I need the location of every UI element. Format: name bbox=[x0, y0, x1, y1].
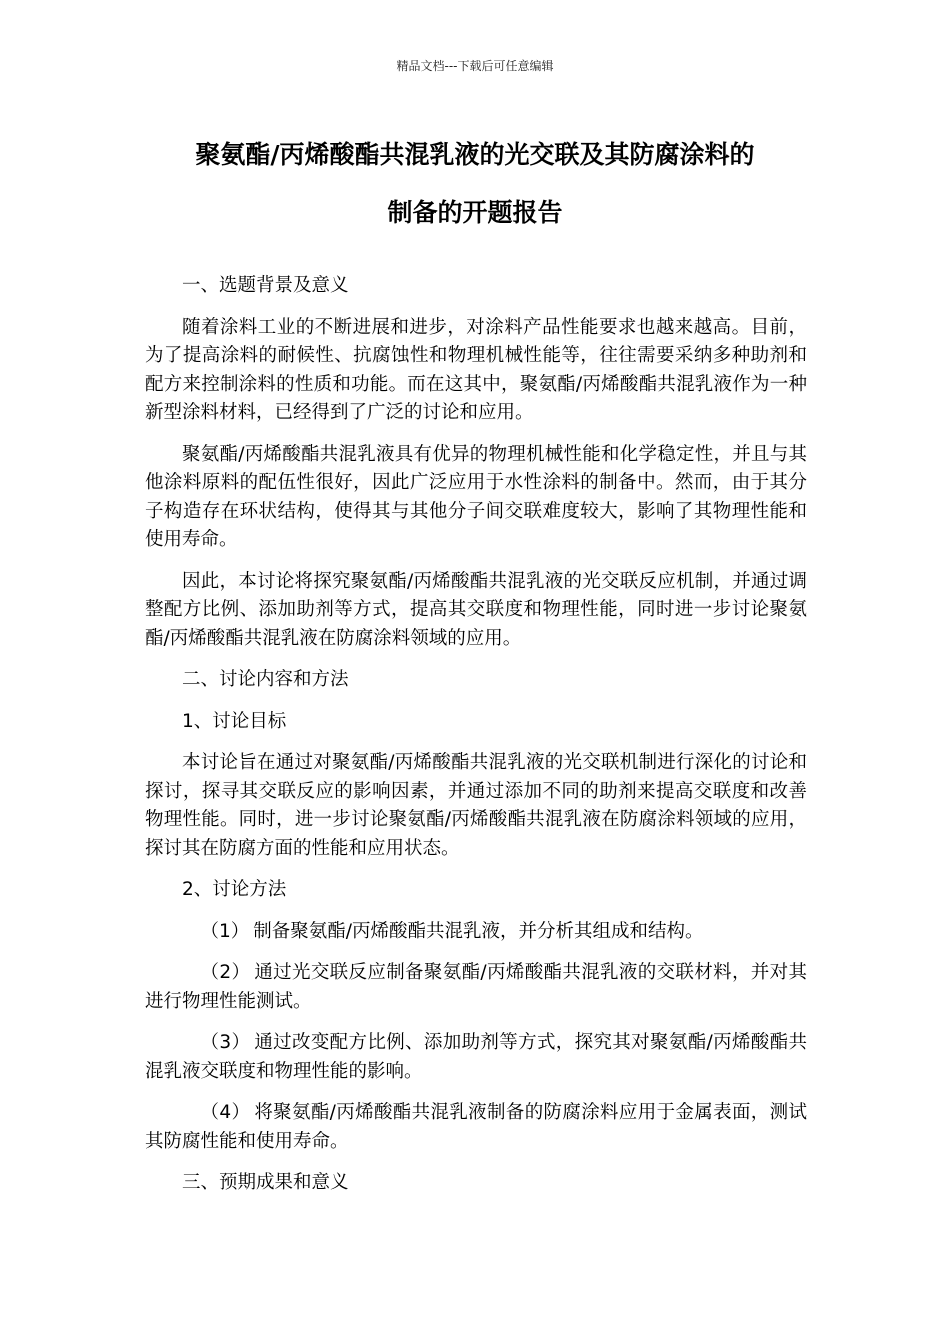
method-item-number: （2） bbox=[200, 962, 251, 983]
paragraph-goals: 本讨论旨在通过对聚氨酯/丙烯酸酯共混乳液的光交联机制进行深化的讨论和探讨，探寻其交联反应的影响因素，并通过添加不同的助剂来提高交联度和改善物理性能。同时，进一步讨论聚氨酯/丙烯酸酯共混乳液在防腐涂料领域的应用，探讨其在防腐方面的性能和应用状态。 bbox=[145, 752, 807, 859]
document-title-line-1: 聚氨酯/丙烯酸酯共混乳液的光交联及其防腐涂料的 bbox=[195, 140, 755, 169]
method-item-number: （3） bbox=[200, 1032, 251, 1053]
document-title-line-2: 制备的开题报告 bbox=[387, 198, 563, 227]
method-item-number: （1） bbox=[200, 920, 250, 942]
method-item-2 bbox=[145, 959, 807, 1016]
method-item-text: 将聚氨酯/丙烯酸酯共混乳液制备的防腐涂料应用于金属表面，测试其防腐性能和使用寿命。 bbox=[145, 1102, 807, 1152]
method-item-1 bbox=[145, 918, 807, 947]
subsection-heading-goals: 1、讨论目标 bbox=[182, 710, 287, 732]
subsection-heading-methods: 2、讨论方法 bbox=[182, 879, 287, 900]
document-body bbox=[145, 272, 807, 1211]
paragraph-background-3: 因此，本讨论将探究聚氨酯/丙烯酸酯共混乳液的光交联反应机制，并通过调整配方比例、添加助剂等方式，提高其交联度和物理性能，同时进一步讨论聚氨酯/丙烯酸酯共混乳液在防腐涂料领域的应用。 bbox=[145, 570, 807, 649]
paragraph-background-1: 随着涂料工业的不断进展和进步，对涂料产品性能要求也越来越高。目前，为了提高涂料的耐候性、抗腐蚀性和物理机械性能等，往往需要采纳多种助剂和配方来控制涂料的性质和功能。而在这其中，聚氨酯/丙烯酸酯共混乳液作为一种新型涂料材料，已经得到了广泛的讨论和应用。 bbox=[145, 316, 807, 423]
method-item-text: 通过改变配方比例、添加助剂等方式，探究其对聚氨酯/丙烯酸酯共混乳液交联度和物理性能的影响。 bbox=[145, 1032, 807, 1082]
method-item-4 bbox=[145, 1099, 807, 1156]
section-heading-3: 三、预期成果和意义 bbox=[182, 1172, 349, 1193]
method-item-text: 通过光交联反应制备聚氨酯/丙烯酸酯共混乳液的交联材料，并对其进行物理性能测试。 bbox=[145, 962, 807, 1012]
method-item-number: （4） bbox=[200, 1102, 251, 1123]
method-item-text: 制备聚氨酯/丙烯酸酯共混乳液，并分析其组成和结构。 bbox=[253, 920, 704, 942]
method-item-3 bbox=[145, 1029, 807, 1086]
header-note: 精品文档---下载后可任意编辑 bbox=[396, 59, 554, 73]
section-heading-2: 二、讨论内容和方法 bbox=[182, 669, 349, 690]
section-heading-1: 一、选题背景及意义 bbox=[182, 275, 349, 296]
paragraph-background-2: 聚氨酯/丙烯酸酯共混乳液具有优异的物理机械性能和化学稳定性，并且与其他涂料原料的配伍性很好，因此广泛应用于水性涂料的制备中。然而，由于其分子构造存在环状结构，使得其与其他分子间交联难度较大，影响了其物理性能和使用寿命。 bbox=[145, 443, 807, 550]
